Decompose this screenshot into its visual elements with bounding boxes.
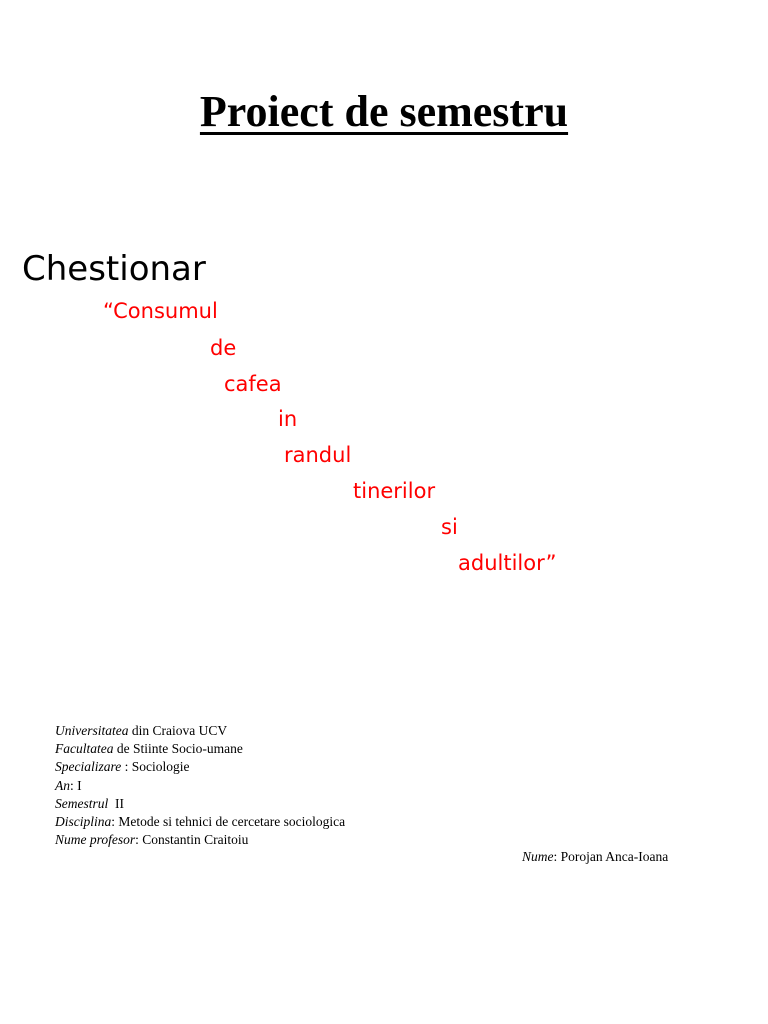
author-label: Nume: [522, 849, 554, 864]
info-label: Disciplina: [55, 814, 112, 830]
info-discipline: [55, 813, 345, 831]
topic-word: in: [278, 407, 298, 431]
topic-word: “Consumul: [103, 299, 218, 323]
info-year: [55, 777, 345, 795]
document-type-heading: Chestionar: [22, 249, 206, 289]
topic-word: si: [441, 515, 458, 539]
info-label: An: [55, 777, 70, 793]
topic-word: tinerilor: [353, 479, 436, 503]
author-value: : Porojan Anca-Ioana: [553, 849, 669, 864]
info-label: Specializare: [55, 759, 122, 775]
info-value: : Sociologie: [121, 759, 190, 775]
info-value: de Stiinte Socio-umane: [113, 741, 243, 757]
course-info: [55, 722, 345, 849]
info-value: II: [108, 795, 124, 811]
info-label: Semestrul: [55, 795, 109, 811]
info-semester: [55, 795, 345, 813]
page-title-text: Proiect de semestru: [199, 87, 569, 136]
page-title: [0, 84, 768, 140]
info-value: : Metode si tehnici de cercetare sociologica: [111, 814, 346, 830]
info-university: [55, 722, 345, 740]
topic-word: adultilor”: [458, 551, 557, 575]
info-specialization: [55, 758, 345, 776]
info-label: Facultatea: [55, 741, 114, 757]
topic-word: cafea: [224, 372, 282, 396]
info-value: : Constantin Craitoiu: [135, 832, 249, 848]
info-professor: [55, 831, 345, 849]
info-value: din Craiova UCV: [128, 723, 228, 738]
topic-word: randul: [284, 443, 352, 467]
info-value: : I: [70, 777, 82, 793]
author-name: [522, 848, 668, 866]
info-label: Nume profesor: [55, 832, 136, 848]
info-label: Universitatea: [55, 723, 129, 738]
topic-word: de: [210, 336, 237, 360]
info-faculty: [55, 740, 345, 758]
